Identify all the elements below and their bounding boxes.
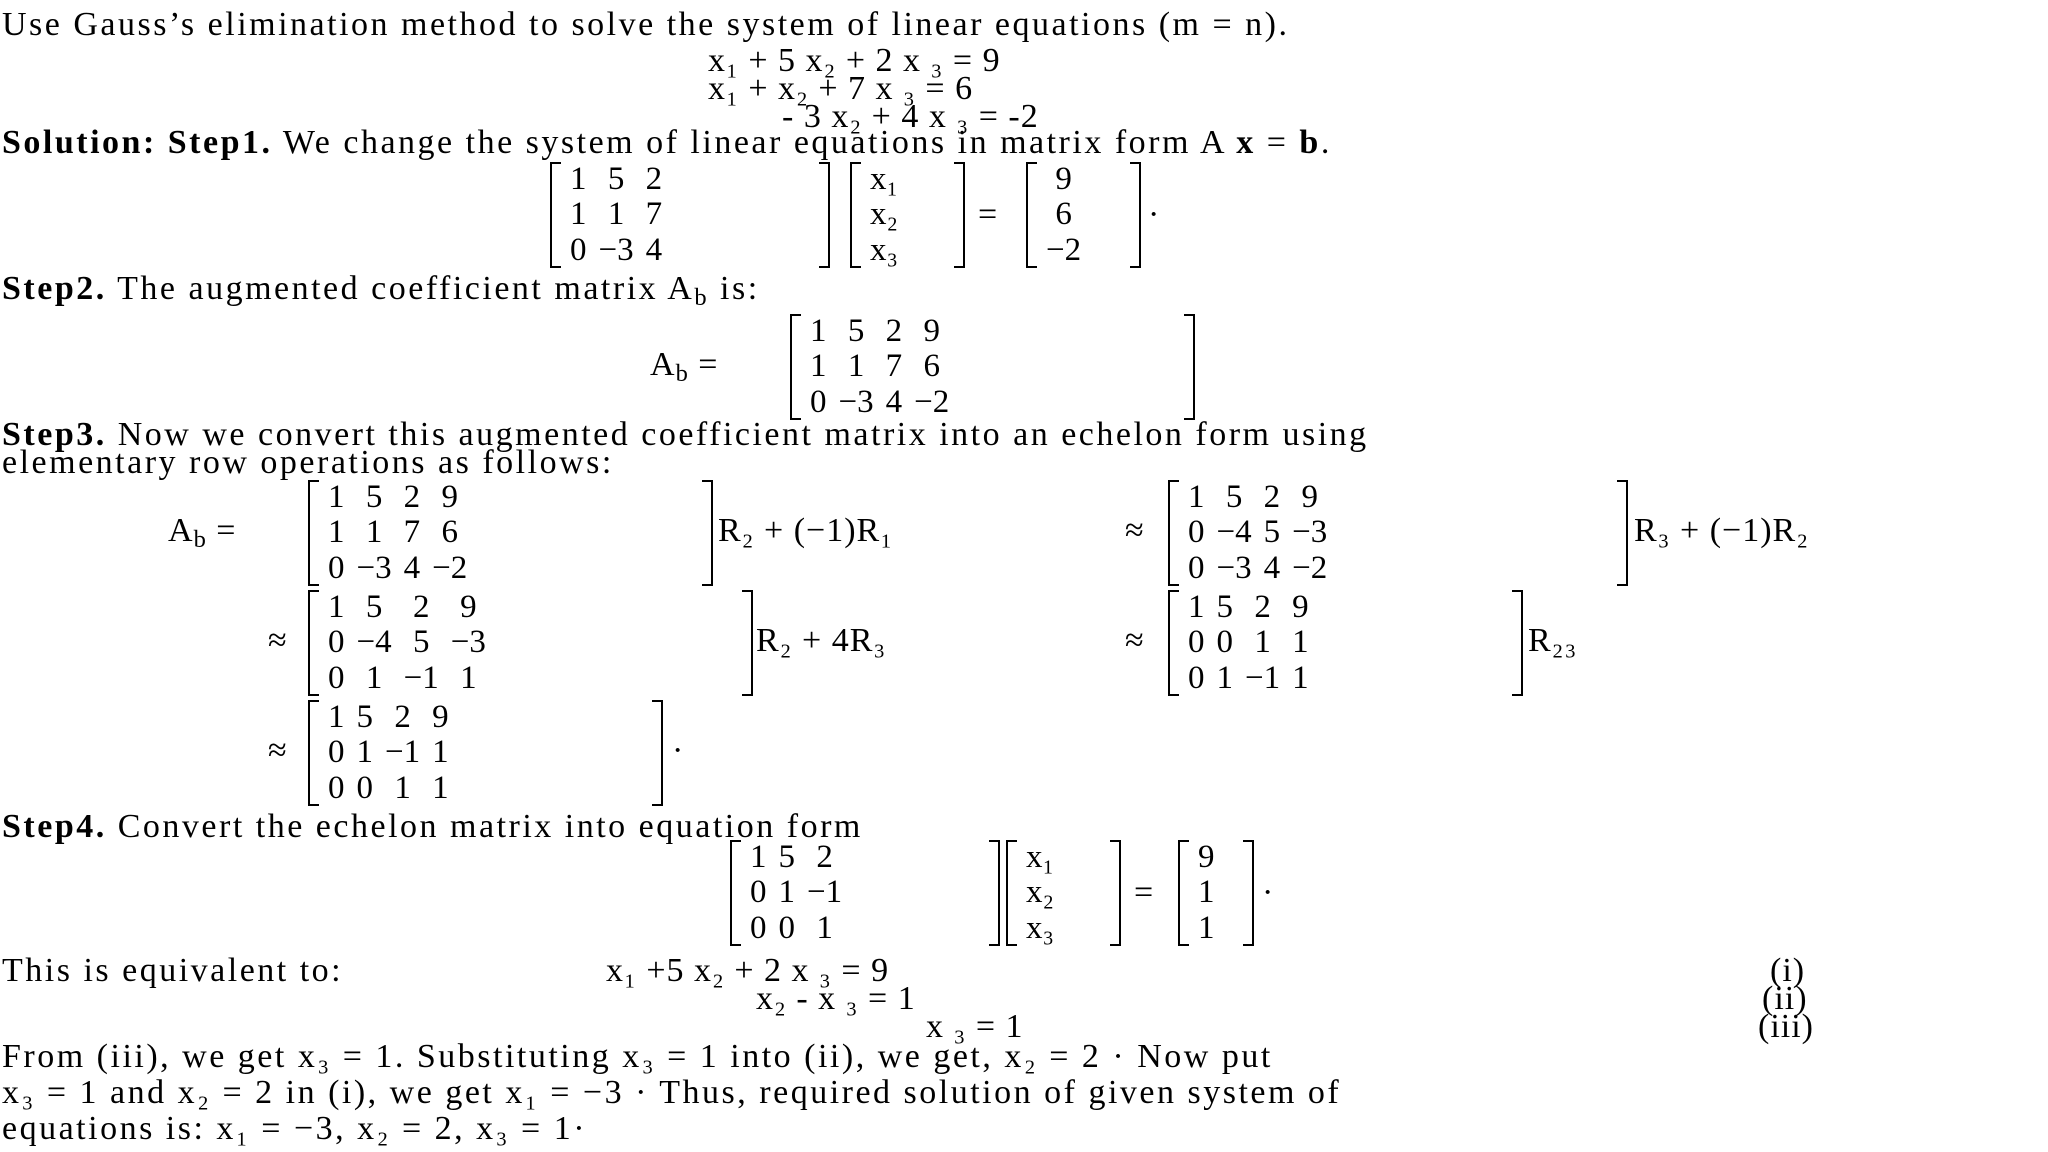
step4-matrix-b bbox=[1178, 840, 1254, 946]
matrix-cell: x₂ bbox=[1026, 874, 1055, 911]
matrix-cell: −4 bbox=[356, 624, 392, 661]
matrix-cell: 1 bbox=[1198, 909, 1215, 946]
step4-equals: = bbox=[1134, 874, 1155, 911]
bracket-right bbox=[702, 480, 713, 586]
matrix-cell: 0 bbox=[750, 874, 767, 911]
matrix-cell: x₁ bbox=[1026, 839, 1055, 876]
matrix-row bbox=[322, 735, 455, 770]
bracket-left bbox=[1168, 590, 1179, 696]
bracket-right bbox=[989, 840, 1000, 946]
step2-sub: b bbox=[694, 284, 710, 312]
matrix-cell: 0 bbox=[1216, 624, 1233, 661]
matrix-cell: 1 bbox=[328, 699, 345, 736]
matrix-body bbox=[864, 162, 904, 268]
matrix-cell: 9 bbox=[1055, 161, 1072, 198]
matrix-cell: 1 bbox=[1188, 479, 1205, 516]
bracket-left bbox=[730, 840, 741, 946]
bracket-left bbox=[308, 700, 319, 806]
matrix-body bbox=[1040, 162, 1087, 268]
bracket-right bbox=[819, 162, 830, 268]
step3-matrix-3 bbox=[308, 590, 753, 696]
matrix-cell: 5 bbox=[365, 589, 383, 626]
matrix-row bbox=[804, 385, 955, 420]
step3-matrix-5 bbox=[308, 700, 663, 806]
conclusion-line-3: equations is: x₁ = −3, x₂ = 2, x₃ = 1· bbox=[2, 1110, 588, 1147]
matrix-row bbox=[564, 197, 668, 232]
step4-dot: · bbox=[1262, 874, 1275, 911]
matrix-cell: 4 bbox=[645, 231, 663, 268]
matrix-cell: 0 bbox=[570, 231, 587, 268]
matrix-cell: 2 bbox=[816, 839, 833, 876]
matrix-cell: 0 bbox=[1188, 514, 1205, 551]
matrix-cell: −1 bbox=[1245, 659, 1281, 696]
conclusion-line-2: x₃ = 1 and x₂ = 2 in (i), we get x₁ = −3 · Thus, required solution of given system of bbox=[2, 1074, 1342, 1111]
matrix-cell: 9 bbox=[432, 699, 449, 736]
step2-heading bbox=[2, 272, 760, 315]
matrix-cell: −2 bbox=[432, 549, 468, 586]
matrix-cell: 1 bbox=[1216, 659, 1233, 696]
matrix-row bbox=[804, 349, 955, 384]
step1-dot: · bbox=[1148, 196, 1161, 233]
matrix-cell: x₂ bbox=[870, 196, 899, 233]
matrix-cell: 1 bbox=[432, 734, 449, 771]
matrix-cell: −1 bbox=[385, 734, 421, 771]
matrix-row bbox=[1182, 515, 1333, 550]
step3-lhs-sub: b bbox=[193, 526, 207, 554]
bracket-left bbox=[308, 590, 319, 696]
matrix-cell: −3 bbox=[1216, 549, 1252, 586]
matrix-cell: −2 bbox=[1292, 549, 1328, 586]
step3-matrix-1 bbox=[308, 480, 713, 586]
matrix-cell: 5 bbox=[365, 479, 383, 516]
matrix-row bbox=[744, 875, 848, 910]
matrix-cell: 1 bbox=[356, 734, 373, 771]
matrix-row bbox=[322, 700, 455, 735]
matrix-cell: 6 bbox=[1055, 196, 1072, 233]
matrix-cell: 2 bbox=[645, 161, 663, 198]
step4-matrix-x bbox=[1006, 840, 1121, 946]
bracket-left bbox=[850, 162, 861, 268]
matrix-row bbox=[322, 661, 492, 696]
bracket-left bbox=[790, 314, 801, 420]
matrix-cell: 1 bbox=[460, 659, 477, 696]
bracket-left bbox=[1168, 480, 1179, 586]
matrix-row bbox=[744, 840, 848, 875]
step2-lhs-sub: b bbox=[675, 360, 689, 388]
equation-1: x₁ + 5 x₂ + 2 x ₃ = 9 bbox=[708, 42, 1001, 79]
matrix-cell: 6 bbox=[441, 514, 458, 551]
bracket-left bbox=[550, 162, 561, 268]
bracket-right bbox=[1512, 590, 1523, 696]
matrix-row bbox=[1182, 661, 1315, 696]
matrix-cell: 1 bbox=[570, 161, 587, 198]
matrix-cell: −4 bbox=[1216, 514, 1252, 551]
matrix-cell: 0 bbox=[328, 624, 345, 661]
equiv-tag-3: (iii) bbox=[1758, 1008, 1814, 1045]
matrix-body bbox=[322, 700, 455, 806]
matrix-cell: 5 bbox=[1263, 514, 1281, 551]
matrix-row bbox=[1192, 840, 1221, 875]
bracket-right bbox=[1617, 480, 1628, 586]
matrix-cell: x₁ bbox=[870, 161, 899, 198]
matrix-cell: 2 bbox=[412, 589, 430, 626]
matrix-body bbox=[1020, 840, 1060, 946]
step1-matrix-b bbox=[1026, 162, 1141, 268]
matrix-row bbox=[864, 162, 904, 197]
matrix-cell: 0 bbox=[1188, 624, 1205, 661]
equation-3: - 3 x₂ + 4 x ₃ = -2 bbox=[782, 98, 1039, 135]
matrix-body bbox=[1182, 480, 1333, 586]
problem-statement: Use Gauss’s elimination method to solve the system of linear equations (m = n). bbox=[2, 6, 1290, 43]
matrix-row bbox=[1040, 197, 1087, 232]
matrix-cell: 9 bbox=[923, 313, 940, 350]
matrix-body bbox=[564, 162, 668, 268]
matrix-cell: 5 bbox=[1225, 479, 1243, 516]
matrix-cell: 4 bbox=[1263, 549, 1281, 586]
matrix-cell: 1 bbox=[365, 514, 383, 551]
matrix-row bbox=[322, 625, 492, 660]
matrix-row bbox=[1020, 911, 1060, 946]
bracket-left bbox=[1026, 162, 1037, 268]
matrix-row bbox=[322, 771, 455, 806]
matrix-row bbox=[322, 515, 473, 550]
matrix-cell: 1 bbox=[570, 196, 587, 233]
conclusion-line-1: From (iii), we get x₃ = 1. Substituting x₃ = 1 into (ii), we get, x₂ = 2 · Now put bbox=[2, 1038, 1273, 1075]
matrix-cell: 1 bbox=[1292, 659, 1309, 696]
matrix-row bbox=[1020, 875, 1060, 910]
matrix-cell: 9 bbox=[1198, 839, 1215, 876]
step4-text: Convert the echelon matrix into equation form bbox=[117, 808, 863, 845]
matrix-cell: 5 bbox=[607, 161, 625, 198]
matrix-cell: 5 bbox=[356, 699, 373, 736]
matrix-cell: x₃ bbox=[1026, 909, 1055, 946]
matrix-cell: 1 bbox=[816, 909, 833, 946]
step3-line2: elementary row operations as follows: bbox=[2, 444, 614, 481]
matrix-row bbox=[1040, 233, 1087, 268]
matrix-cell: 0 bbox=[810, 383, 827, 420]
step4-label: Step4. bbox=[2, 808, 107, 845]
matrix-cell: 5 bbox=[778, 839, 795, 876]
step2-text2: is: bbox=[709, 270, 760, 307]
matrix-cell: 7 bbox=[403, 514, 421, 551]
equiv-label: This is equivalent to: bbox=[2, 952, 344, 989]
step1-heading bbox=[2, 126, 1332, 160]
step3-op3: R₂ + 4R₃ bbox=[756, 622, 887, 659]
step1-end: . bbox=[1320, 124, 1332, 161]
matrix-cell: 1 bbox=[1188, 589, 1205, 626]
matrix-cell: 7 bbox=[885, 348, 903, 385]
step3-op4: R₂₃ bbox=[1528, 622, 1578, 659]
matrix-cell: 1 bbox=[328, 479, 345, 516]
matrix-cell: −1 bbox=[403, 659, 439, 696]
matrix-cell: 1 bbox=[607, 196, 625, 233]
bracket-right bbox=[954, 162, 965, 268]
matrix-cell: 0 bbox=[750, 909, 767, 946]
matrix-cell: 0 bbox=[1188, 549, 1205, 586]
step3-approx-1: ≈ bbox=[1125, 512, 1145, 549]
matrix-cell: −3 bbox=[450, 624, 486, 661]
matrix-cell: 1 bbox=[810, 313, 827, 350]
matrix-row bbox=[1182, 625, 1315, 660]
matrix-cell: 2 bbox=[1254, 589, 1271, 626]
bracket-right bbox=[1130, 162, 1141, 268]
bracket-right bbox=[742, 590, 753, 696]
matrix-cell: 1 bbox=[778, 874, 795, 911]
matrix-cell: 9 bbox=[460, 589, 477, 626]
matrix-cell: 0 bbox=[1188, 659, 1205, 696]
matrix-cell: 1 bbox=[394, 769, 411, 806]
step1-label: Solution: Step1. bbox=[2, 124, 273, 161]
bracket-right bbox=[1110, 840, 1121, 946]
step3-op1: R₂ + (−1)R₁ bbox=[718, 512, 894, 549]
matrix-cell: 1 bbox=[810, 348, 827, 385]
step1-text: We change the system of linear equations in matrix form A bbox=[282, 124, 1226, 161]
matrix-cell: −2 bbox=[914, 383, 950, 420]
step3-op2: R₃ + (−1)R₂ bbox=[1634, 512, 1810, 549]
step3-matrix-2 bbox=[1168, 480, 1628, 586]
matrix-cell: 1 bbox=[847, 348, 865, 385]
equiv-eq-2: x₂ - x ₃ = 1 bbox=[756, 980, 916, 1017]
matrix-body bbox=[322, 590, 492, 696]
step3-lhs-a: A bbox=[168, 512, 194, 549]
matrix-cell: −3 bbox=[838, 383, 874, 420]
matrix-cell: 0 bbox=[778, 909, 795, 946]
matrix-cell: 0 bbox=[328, 734, 345, 771]
matrix-cell: 2 bbox=[403, 479, 421, 516]
matrix-body bbox=[1192, 840, 1221, 946]
step1-x: x bbox=[1236, 124, 1256, 161]
step3-lhs bbox=[168, 514, 236, 557]
matrix-cell: 5 bbox=[412, 624, 430, 661]
matrix-cell: −3 bbox=[356, 549, 392, 586]
step2-label: Step2. bbox=[2, 270, 107, 307]
matrix-row bbox=[1192, 911, 1221, 946]
bracket-right bbox=[1243, 840, 1254, 946]
matrix-row bbox=[1192, 875, 1221, 910]
matrix-cell: −2 bbox=[1046, 231, 1082, 268]
matrix-body bbox=[804, 314, 955, 420]
step3-dot: · bbox=[672, 732, 685, 769]
equiv-tag-1: (i) bbox=[1770, 952, 1806, 989]
step3-equals: = bbox=[216, 512, 237, 549]
equation-2: x₁ + x₂ + 7 x ₃ = 6 bbox=[708, 70, 974, 107]
step2-text: The augmented coefficient matrix A bbox=[117, 270, 695, 307]
matrix-cell: 2 bbox=[1263, 479, 1281, 516]
matrix-row bbox=[864, 197, 904, 232]
matrix-row bbox=[804, 314, 955, 349]
matrix-cell: 1 bbox=[328, 514, 345, 551]
matrix-row bbox=[1182, 590, 1315, 625]
matrix-cell: 5 bbox=[1216, 589, 1233, 626]
matrix-cell: 9 bbox=[441, 479, 458, 516]
step4-matrix-a bbox=[730, 840, 1000, 946]
bracket-right bbox=[1184, 314, 1195, 420]
bracket-right bbox=[652, 700, 663, 806]
step1-eq: = bbox=[1266, 124, 1289, 161]
matrix-row bbox=[864, 233, 904, 268]
matrix-body bbox=[1182, 590, 1315, 696]
step1-b: b bbox=[1299, 124, 1321, 161]
step1-matrix-x bbox=[850, 162, 965, 268]
matrix-cell: −1 bbox=[807, 874, 843, 911]
matrix-cell: 6 bbox=[923, 348, 940, 385]
matrix-row bbox=[1182, 480, 1333, 515]
matrix-cell: 9 bbox=[1301, 479, 1318, 516]
matrix-row bbox=[322, 590, 492, 625]
step4-heading bbox=[2, 810, 863, 844]
matrix-cell: −3 bbox=[598, 231, 634, 268]
matrix-cell: 7 bbox=[645, 196, 663, 233]
matrix-body bbox=[322, 480, 473, 586]
matrix-row bbox=[744, 911, 848, 946]
step3-label: Step3. bbox=[2, 416, 107, 453]
step1-equals: = bbox=[978, 196, 999, 233]
step2-lhs-a: A bbox=[650, 346, 676, 383]
matrix-cell: 4 bbox=[885, 383, 903, 420]
matrix-cell: x₃ bbox=[870, 231, 899, 268]
step2-lhs bbox=[650, 348, 718, 391]
matrix-cell: 1 bbox=[750, 839, 767, 876]
matrix-row bbox=[564, 233, 668, 268]
matrix-cell: 1 bbox=[432, 769, 449, 806]
matrix-body bbox=[744, 840, 848, 946]
bracket-left bbox=[1178, 840, 1189, 946]
matrix-cell: 1 bbox=[1292, 624, 1309, 661]
equiv-eq-1: x₁ +5 x₂ + 2 x ₃ = 9 bbox=[606, 952, 890, 989]
step3-line1: Now we convert this augmented coefficient matrix into an echelon form using bbox=[117, 416, 1369, 453]
step3-matrix-4 bbox=[1168, 590, 1523, 696]
matrix-row bbox=[322, 480, 473, 515]
equiv-eq-3: x ₃ = 1 bbox=[926, 1008, 1024, 1045]
matrix-cell: 2 bbox=[885, 313, 903, 350]
matrix-row bbox=[564, 162, 668, 197]
matrix-cell: 9 bbox=[1292, 589, 1309, 626]
matrix-row bbox=[1020, 840, 1060, 875]
bracket-left bbox=[1006, 840, 1017, 946]
step2-equals: = bbox=[698, 346, 719, 383]
matrix-cell: 2 bbox=[394, 699, 411, 736]
equiv-tag-2: (ii) bbox=[1762, 980, 1808, 1017]
step3-approx-2: ≈ bbox=[268, 622, 288, 659]
matrix-cell: 1 bbox=[1198, 874, 1215, 911]
matrix-cell: 1 bbox=[328, 589, 345, 626]
step3-approx-4: ≈ bbox=[268, 732, 288, 769]
matrix-row bbox=[322, 551, 473, 586]
matrix-row bbox=[1182, 551, 1333, 586]
matrix-row bbox=[1040, 162, 1087, 197]
bracket-left bbox=[308, 480, 319, 586]
step3-approx-3: ≈ bbox=[1125, 622, 1145, 659]
matrix-cell: 4 bbox=[403, 549, 421, 586]
matrix-cell: 0 bbox=[328, 769, 345, 806]
matrix-cell: 0 bbox=[328, 659, 345, 696]
step2-augmented-matrix bbox=[790, 314, 1195, 420]
matrix-cell: −3 bbox=[1292, 514, 1328, 551]
matrix-cell: 0 bbox=[356, 769, 373, 806]
matrix-cell: 1 bbox=[1254, 624, 1271, 661]
matrix-cell: 1 bbox=[365, 659, 383, 696]
matrix-cell: 5 bbox=[847, 313, 865, 350]
step1-matrix-a bbox=[550, 162, 830, 268]
matrix-cell: 0 bbox=[328, 549, 345, 586]
